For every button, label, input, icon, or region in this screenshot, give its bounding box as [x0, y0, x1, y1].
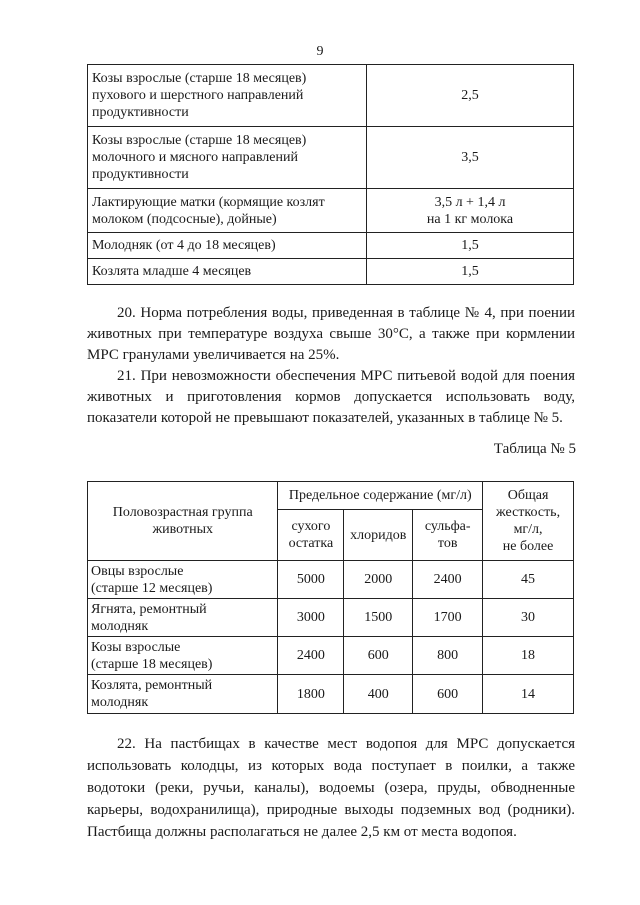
hardness-header: Общая жесткость, мг/л, не более [483, 482, 574, 561]
animal-group-cell: Козы взрослые (старше 18 месяцев) пухового и шерстного направлений продуктивности [88, 65, 367, 127]
sulfates-cell: 2400 [413, 561, 483, 599]
table-row [88, 259, 574, 285]
sulfates-header: сульфа- тов [413, 510, 483, 561]
paragraph-22: 22. На пастбищах в качестве мест водопоя для МРС допускается использовать колодцы, из которых вода поступает в поилки, а также водотоки (реки, ручьи, каналы), водоемы (озера, пруды, обводненные карьеры, водохранилища), природные выходы подземных вод (родники). Пастбища должны располагаться не далее 2,5 км от места водопоя. [87, 736, 575, 840]
animal-group-cell: Лактирующие матки (кормящие козлят молоком (подсосные), дойные) [88, 189, 367, 233]
hardness-cell: 30 [483, 599, 574, 637]
norm-value-cell: 3,5 [367, 127, 574, 189]
norm-value-cell: 1,5 [367, 259, 574, 285]
animal-group-cell: Ягнята, ремонтный молодняк [88, 599, 278, 637]
chlorides-cell: 600 [344, 637, 413, 675]
sulfates-cell: 600 [413, 675, 483, 714]
table-row [88, 233, 574, 259]
table-5-caption: Таблица № 5 [493, 441, 576, 457]
group-header: Половозрастная группа животных [88, 482, 278, 561]
dry-residue-cell: 3000 [278, 599, 344, 637]
table-row [88, 127, 574, 189]
table-row [88, 561, 574, 599]
norm-value-cell: 1,5 [367, 233, 574, 259]
hardness-cell: 45 [483, 561, 574, 599]
animal-group-cell: Козлята, ремонтный молодняк [88, 675, 278, 714]
animal-group-cell: Козы взрослые (старше 18 месяцев) молочного и мясного направлений продуктивности [88, 127, 367, 189]
table-row [88, 599, 574, 637]
dry-residue-cell: 1800 [278, 675, 344, 714]
norm-value-cell: 2,5 [367, 65, 574, 127]
chlorides-cell: 2000 [344, 561, 413, 599]
animal-group-cell: Козлята младше 4 месяцев [88, 259, 367, 285]
dry-residue-header: сухого остатка [278, 510, 344, 561]
water-norm-table-continued [87, 64, 574, 285]
table-header-row [88, 482, 574, 510]
paragraph-21: 21. При невозможности обеспечения МРС питьевой водой для поения животных и приготовления кормов допускается использовать воду, показатели которой не превышают показателей, указанных в таблице № 5. [87, 368, 575, 426]
hardness-cell: 18 [483, 637, 574, 675]
paragraph-20: 20. Норма потребления воды, приведенная в таблице № 4, при поении животных при температуре воздуха свыше 30°С, а также при кормлении МРС гранулами увеличивается на 25%. [87, 305, 575, 363]
water-quality-table [87, 481, 574, 714]
animal-group-cell: Овцы взрослые (старше 12 месяцев) [88, 561, 278, 599]
animal-group-cell: Козы взрослые (старше 18 месяцев) [88, 637, 278, 675]
table-row [88, 675, 574, 714]
page-number: 9 [316, 44, 324, 59]
chlorides-cell: 1500 [344, 599, 413, 637]
chlorides-header: хлоридов [344, 510, 413, 561]
hardness-cell: 14 [483, 675, 574, 714]
dry-residue-cell: 2400 [278, 637, 344, 675]
table-row [88, 65, 574, 127]
norm-value-cell: 3,5 л + 1,4 л на 1 кг молока [367, 189, 574, 233]
table-row [88, 189, 574, 233]
dry-residue-cell: 5000 [278, 561, 344, 599]
sulfates-cell: 800 [413, 637, 483, 675]
sulfates-cell: 1700 [413, 599, 483, 637]
table-row [88, 637, 574, 675]
animal-group-cell: Молодняк (от 4 до 18 месяцев) [88, 233, 367, 259]
limit-header: Предельное содержание (мг/л) [278, 482, 483, 510]
chlorides-cell: 400 [344, 675, 413, 714]
